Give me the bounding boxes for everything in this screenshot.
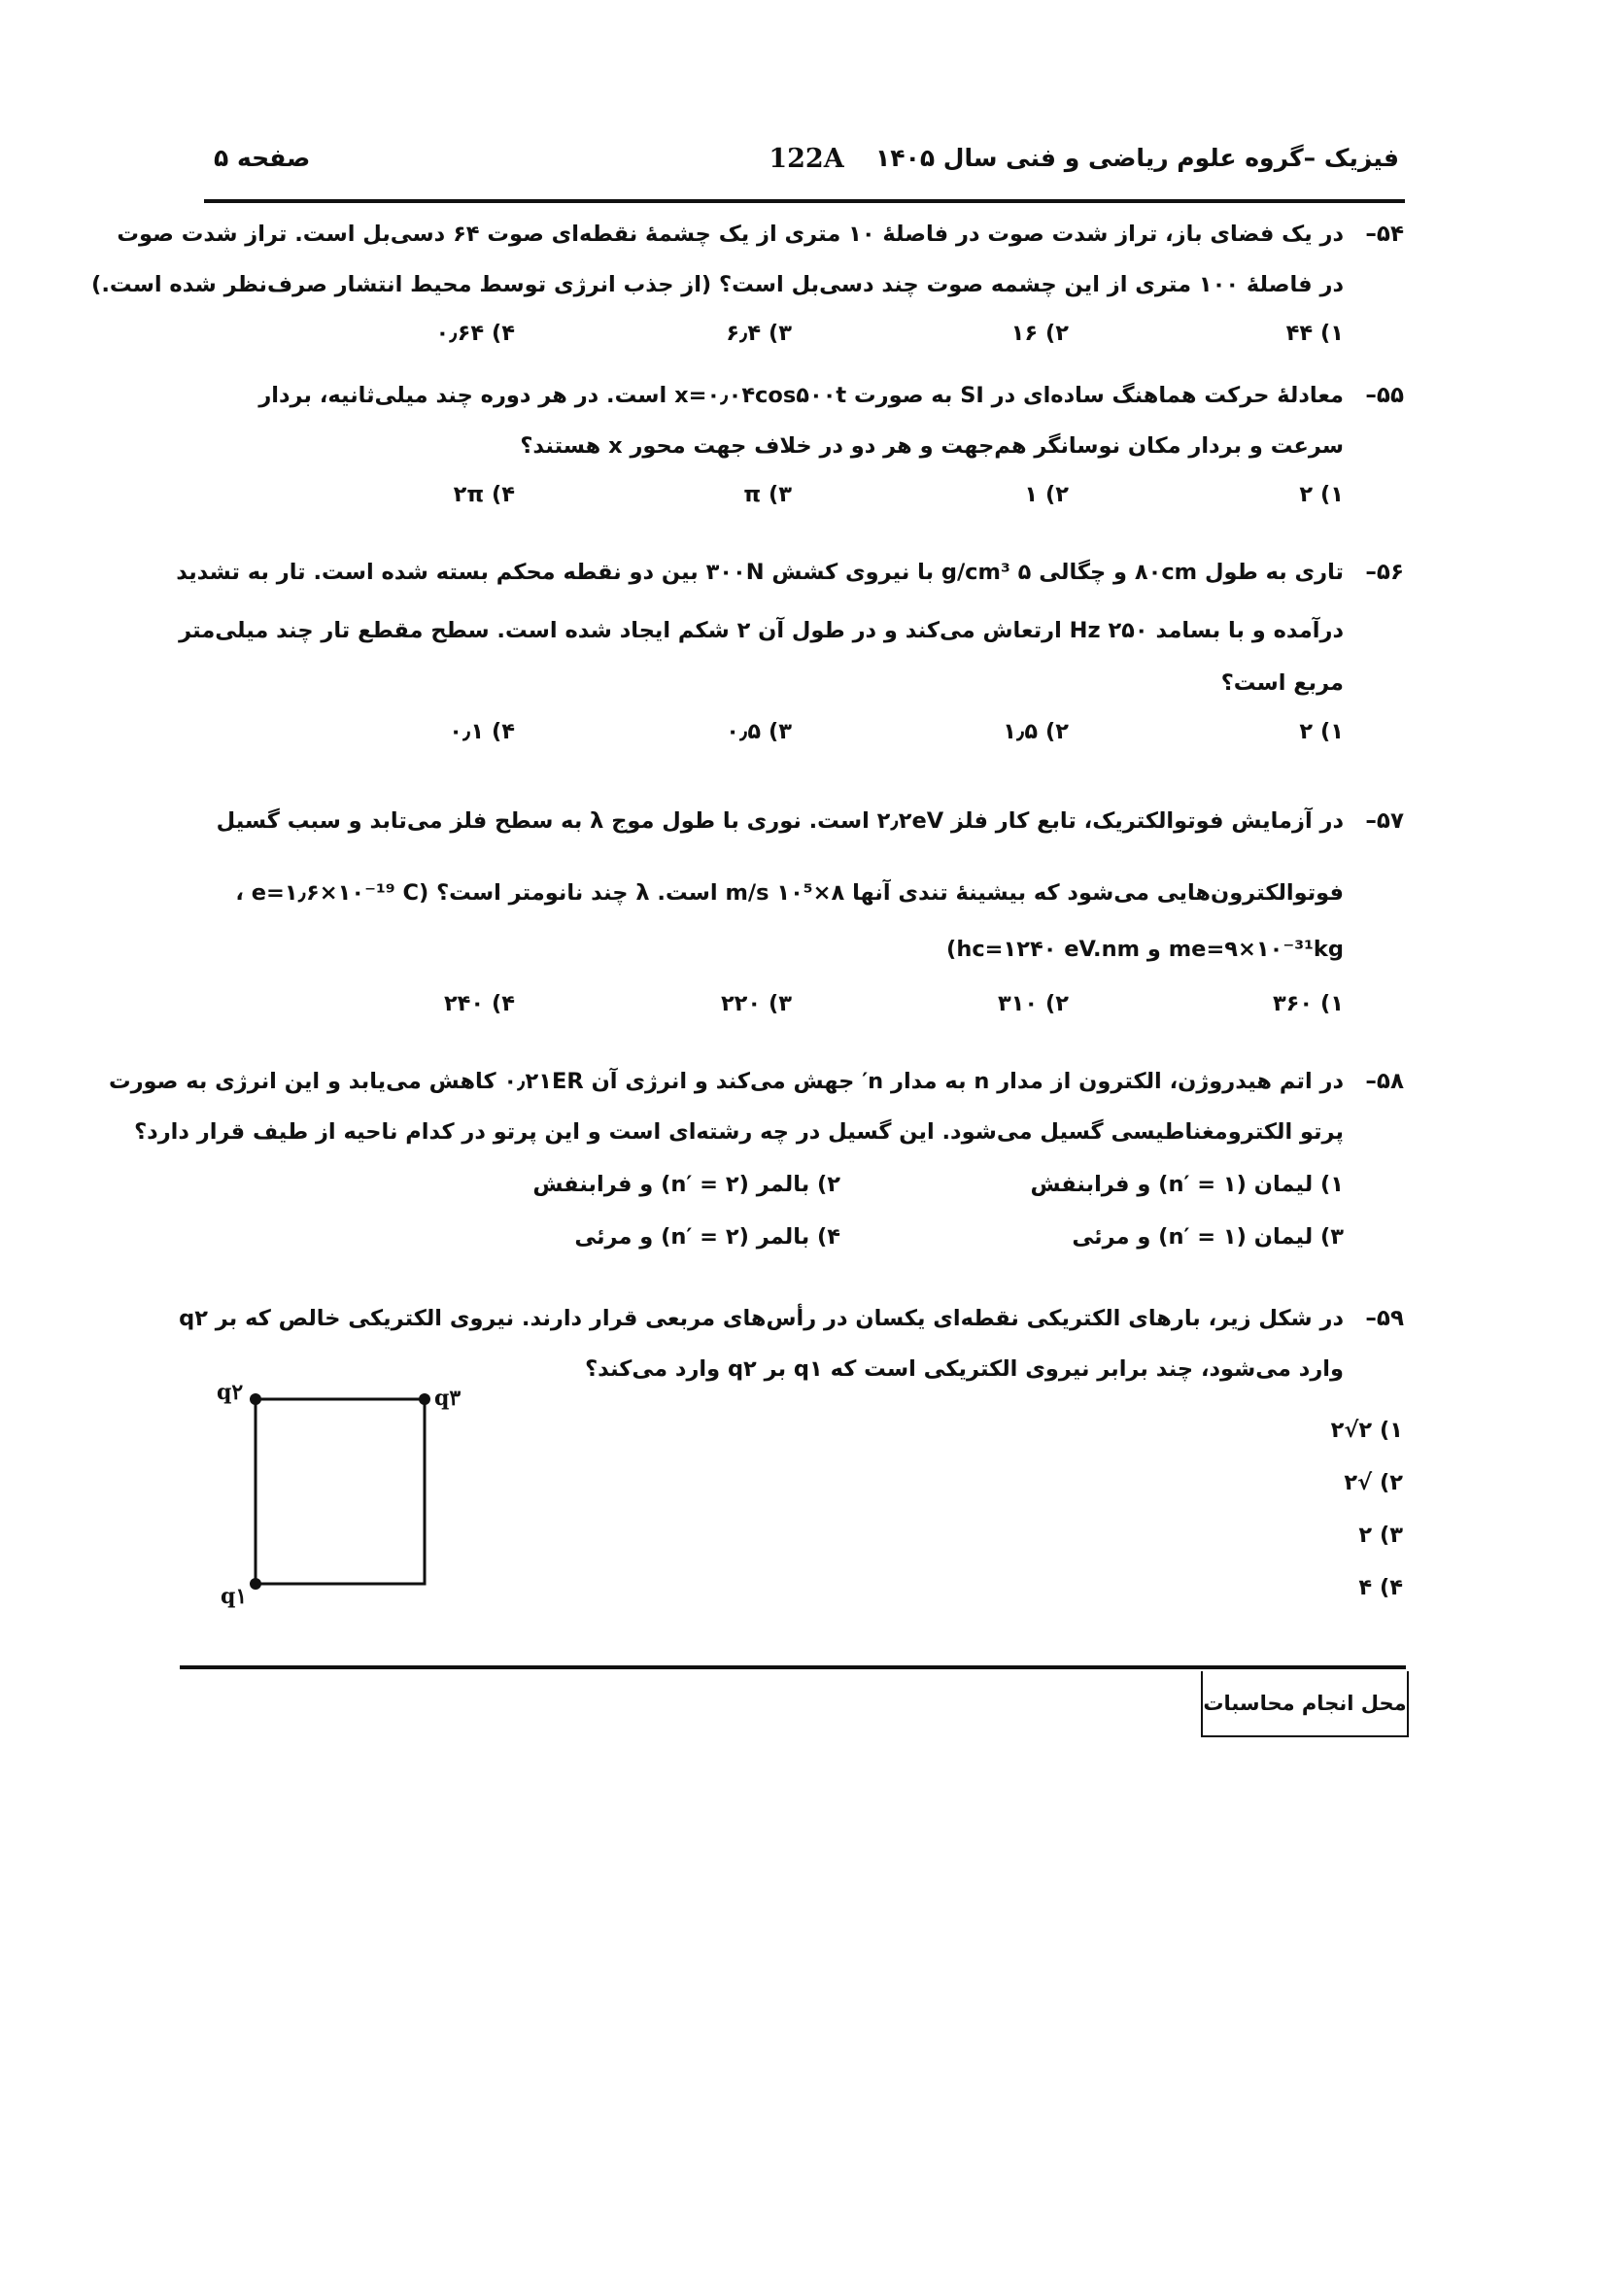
question-number: ۵۶–: [1365, 560, 1404, 585]
option-3[interactable]: ۳) ۰٫۵: [726, 719, 792, 744]
question-text-line: معادلهٔ حرکت هماهنگ ساده‌ای در SI به صورت x=۰٫۰۴cos۵۰۰t است. در هر دوره چند میلی‌ثانیه، بردار: [258, 383, 1344, 408]
option-4[interactable]: ۴) ۰٫۶۴: [435, 321, 515, 346]
charge-q1-point: [250, 1578, 261, 1590]
question-number: ۵۵–: [1365, 383, 1404, 408]
options-row: [209, 478, 1404, 523]
question-text-line: در یک فضای باز، تراز شدت صوت در فاصلهٔ ۱۰ متری از یک چشمهٔ نقطه‌ای صوت ۶۴ دسی‌بل است. تراز شدت صوت: [117, 222, 1344, 247]
charge-q3-point: [419, 1393, 430, 1405]
charge-q2-point: [250, 1393, 261, 1405]
question-text-line: در شکل زیر، بارهای الکتریکی نقطه‌ای یکسان در رأس‌های مربعی قرار دارند. نیروی الکتریکی خالص که بر q۲: [179, 1306, 1344, 1331]
label-q3: q۳: [434, 1386, 462, 1411]
question-number: ۵۴–: [1365, 222, 1404, 247]
option-1[interactable]: ۱) ۳۶۰: [1272, 991, 1344, 1016]
option-2[interactable]: ۲) √۲: [1344, 1470, 1403, 1495]
page-header: [214, 144, 1399, 190]
question-number: ۵۸–: [1365, 1069, 1404, 1094]
option-2[interactable]: ۲) بالمر (n′ = ۲) و فرابنفش: [532, 1172, 840, 1197]
label-q1: q۱: [221, 1584, 248, 1609]
booklet-code: 122A: [769, 144, 844, 174]
question-text-line: پرتو الکترومغناطیسی گسیل می‌شود. این گسیل در چه رشته‌ای است و این پرتو در کدام ناحیه از طیف قرار دارد؟: [134, 1119, 1344, 1145]
question-text-line: تاری به طول ۸۰cm و چگالی ۵ g/cm³ با نیروی کشش ۳۰۰N بین دو نقطه محکم بسته شده است. تار به تشدید: [176, 560, 1344, 585]
options-row: [209, 1217, 1404, 1269]
question-number: ۵۷–: [1365, 808, 1404, 834]
calculation-area-label: محل انجام محاسبات: [1201, 1671, 1409, 1737]
question-text-line: در آزمایش فوتوالکتریک، تابع کار فلز ۲٫۲eV است. نوری با طول موج λ به سطح فلز می‌تابد و سبب گسیل: [216, 808, 1344, 834]
question-54: [91, 216, 1404, 361]
question-text-line: سرعت و بردار مکان نوسانگر هم‌جهت و هر دو در خلاف جهت محور x هستند؟: [520, 433, 1344, 459]
charge-square-figure: [209, 1370, 462, 1609]
question-56: [176, 554, 1404, 760]
page-number: صفحه ۵: [214, 144, 311, 172]
question-text-line: در فاصلهٔ ۱۰۰ متری از این چشمه صوت چند دسی‌بل است؟ (از جذب انرژی توسط محیط انتشار صرف‌نظر شده است.): [91, 272, 1344, 297]
question-57: [209, 803, 1404, 1032]
options-row: [209, 317, 1404, 361]
option-1[interactable]: ۱) ۴۴: [1285, 321, 1344, 346]
question-text-line: وارد می‌شود، چند برابر نیروی الکتریکی است که q۱ بر q۲ وارد می‌کند؟: [585, 1356, 1344, 1382]
option-1[interactable]: ۱) ۲√۲: [1330, 1418, 1403, 1443]
square-diagram: [209, 1370, 462, 1603]
option-3[interactable]: ۳) ۶٫۴: [726, 321, 792, 346]
question-text-line: درآمده و با بسامد ۲۵۰ Hz ارتعاش می‌کند و در طول آن ۲ شکم ایجاد شده است. سطح مقطع تار چند میلی‌متر: [179, 618, 1344, 643]
option-3[interactable]: ۳) لیمان (n′ = ۱) و مرئی: [1072, 1224, 1344, 1250]
option-2[interactable]: ۲) ۱٫۵: [1003, 719, 1069, 744]
question-number: ۵۹–: [1365, 1306, 1404, 1331]
option-4[interactable]: ۴) ۰٫۱: [449, 719, 515, 744]
question-text-line: فوتوالکترون‌هایی می‌شود که بیشینهٔ تندی آنها ۸×۱۰⁵ m/s است. λ چند نانومتر است؟ (e=۱٫۶×۱۰⁻¹⁹ C ،: [235, 880, 1344, 906]
question-text-line: در اتم هیدروژن، الکترون از مدار n به مدار n′ جهش می‌کند و انرژی آن ۰٫۲۱ER کاهش می‌یابد و این انرژی به صورت: [108, 1069, 1344, 1094]
square-outline: [256, 1399, 425, 1584]
option-2[interactable]: ۲) ۱۶: [1010, 321, 1069, 346]
options-column: [1331, 1404, 1403, 1614]
option-4[interactable]: ۴) ۴: [1358, 1575, 1403, 1600]
option-2[interactable]: ۲) ۳۱۰: [997, 991, 1069, 1016]
option-1[interactable]: ۱) ۲: [1299, 482, 1344, 507]
exam-subject: فیزیک –گروه علوم ریاضی و فنی سال ۱۴۰۵: [875, 144, 1399, 172]
option-2[interactable]: ۲) ۱: [1024, 482, 1069, 507]
question-58: [108, 1063, 1404, 1269]
option-3[interactable]: ۳) ۲: [1358, 1523, 1403, 1548]
question-55: [209, 377, 1404, 523]
label-q2: q۲: [217, 1380, 244, 1405]
options-row: [209, 715, 1404, 760]
options-row: [209, 987, 1404, 1032]
option-3[interactable]: ۳) ۲۲۰: [720, 991, 792, 1016]
options-row: [209, 1164, 1404, 1217]
option-3[interactable]: ۳) π: [743, 482, 792, 507]
footer-divider: [180, 1665, 1406, 1669]
option-1[interactable]: ۱) ۲: [1299, 719, 1344, 744]
option-4[interactable]: ۴) ۲۴۰: [443, 991, 515, 1016]
option-4[interactable]: ۴) بالمر (n′ = ۲) و مرئی: [574, 1224, 840, 1250]
question-text-line: مربع است؟: [1220, 670, 1344, 696]
question-text-line: me=۹×۱۰⁻³¹kg و hc=۱۲۴۰ eV.nm): [946, 937, 1344, 962]
option-4[interactable]: ۴) ۲π: [453, 482, 515, 507]
header-divider: [204, 199, 1405, 203]
option-1[interactable]: ۱) لیمان (n′ = ۱) و فرابنفش: [1030, 1172, 1344, 1197]
